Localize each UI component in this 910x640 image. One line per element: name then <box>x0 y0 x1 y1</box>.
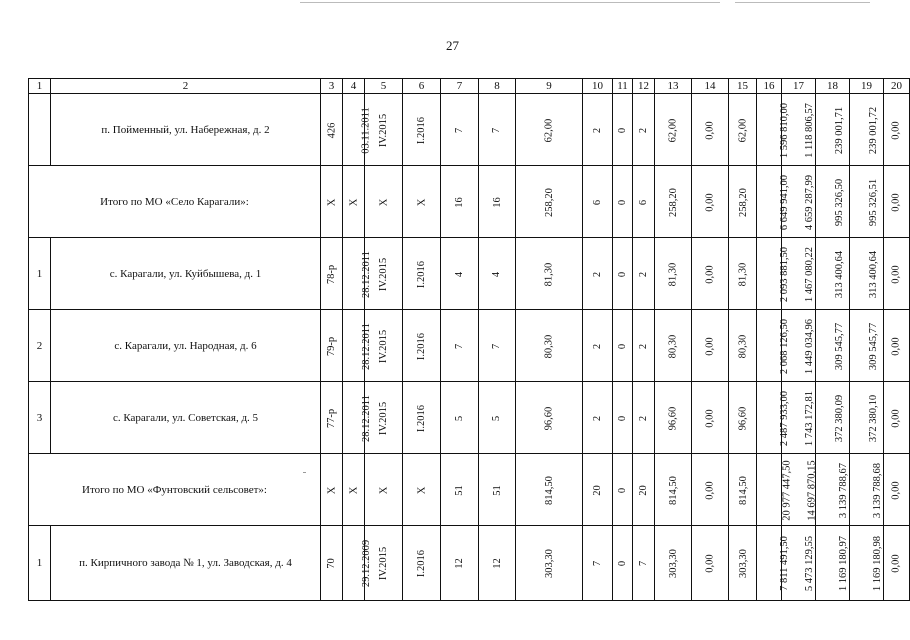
cell-value: 0,00 <box>704 264 716 284</box>
column-header: 16 <box>757 79 782 94</box>
cell-value: 16 <box>454 196 465 208</box>
cell-value: 309 545,77 <box>834 322 846 370</box>
address-cell: п. Кирпичного завода № 1, ул. Заводская, д. 4 <box>51 526 321 601</box>
address-cell: п. Пойменный, ул. Набережная, д. 2 <box>51 94 321 166</box>
cell-value: 0 <box>617 343 628 349</box>
data-cell <box>403 94 441 166</box>
cell-value: 28.12.2011 <box>360 250 372 298</box>
data-cell <box>479 94 516 166</box>
column-header: 1 <box>29 79 51 94</box>
cell-value: X <box>326 198 337 206</box>
cell-value: 239 001,71 <box>834 106 846 154</box>
cell-value: 78-р <box>326 264 337 284</box>
data-cell <box>343 382 372 454</box>
data-cell <box>692 382 729 454</box>
scan-mark <box>303 472 306 473</box>
data-cell <box>583 166 613 238</box>
cell-value: 4 659 287,99 <box>804 174 816 230</box>
data-cell <box>692 310 729 382</box>
cell-value: 0,00 <box>704 120 716 140</box>
cell-value: 995 326,50 <box>834 178 846 226</box>
cell-value: 2 <box>638 415 649 421</box>
cell-value: I.2016 <box>416 404 427 432</box>
data-cell <box>403 238 441 310</box>
data-cell <box>850 382 884 454</box>
cell-value: X <box>416 486 427 494</box>
data-cell <box>583 238 613 310</box>
data-cell <box>343 94 372 166</box>
data-cell <box>321 166 343 238</box>
data-cell <box>403 166 441 238</box>
data-cell <box>757 310 791 382</box>
cell-value: X <box>326 486 337 494</box>
cell-value: 3 139 788,68 <box>872 462 884 518</box>
data-cell <box>884 382 910 454</box>
row-number: 3 <box>29 382 51 454</box>
column-header: 6 <box>403 79 441 94</box>
cell-value: 0,00 <box>891 264 902 284</box>
data-cell <box>692 454 729 526</box>
data-cell <box>516 526 583 601</box>
cell-value: 0 <box>617 487 628 493</box>
data-cell <box>884 94 910 166</box>
data-cell <box>655 526 692 601</box>
data-cell <box>441 310 479 382</box>
data-cell <box>321 454 343 526</box>
cell-value: 0,00 <box>704 408 716 428</box>
data-cell <box>321 526 343 601</box>
data-cell <box>321 94 343 166</box>
data-cell <box>321 310 343 382</box>
cell-value: X <box>416 198 427 206</box>
data-cell <box>655 454 692 526</box>
cell-value: 0 <box>617 127 628 133</box>
cell-value: 814,50 <box>543 475 555 505</box>
data-cell <box>816 238 850 310</box>
data-cell <box>692 238 729 310</box>
table-row <box>29 526 910 601</box>
data-cell <box>633 454 655 526</box>
cell-value: 3 139 788,67 <box>838 462 850 518</box>
data-cell <box>613 454 633 526</box>
data-cell <box>850 310 884 382</box>
cell-value: 0,00 <box>891 336 902 356</box>
cell-value: 0,00 <box>704 554 716 573</box>
data-table <box>28 78 910 601</box>
column-header: 12 <box>633 79 655 94</box>
cell-value: 12 <box>491 558 503 569</box>
data-cell <box>343 526 373 601</box>
total-label: Итого по МО «Село Карагали»: <box>29 166 321 238</box>
cell-value: 1 743 172,81 <box>804 390 816 446</box>
cell-value: 2 093 881,50 <box>779 246 791 302</box>
data-cell <box>613 310 633 382</box>
column-header: 10 <box>583 79 613 94</box>
cell-value: I.2016 <box>416 549 427 578</box>
scan-line-top <box>300 2 720 3</box>
cell-value: 16 <box>491 196 503 208</box>
cell-value: 309 545,77 <box>868 322 880 370</box>
data-cell <box>633 94 655 166</box>
data-cell <box>884 238 910 310</box>
data-cell <box>516 382 583 454</box>
data-cell <box>655 310 692 382</box>
data-cell <box>441 526 479 601</box>
data-cell <box>692 94 729 166</box>
cell-value: I.2016 <box>416 332 427 360</box>
data-cell <box>633 526 655 601</box>
column-header: 14 <box>692 79 729 94</box>
cell-value: 258,20 <box>543 187 555 217</box>
data-cell <box>633 310 655 382</box>
cell-value: IV.2015 <box>377 546 389 581</box>
cell-value: 81,30 <box>543 262 555 286</box>
cell-value: 03.11.2011 <box>360 106 372 154</box>
data-cell <box>441 454 479 526</box>
data-cell <box>633 166 655 238</box>
cell-value: 14 697 870,15 <box>806 459 818 521</box>
column-header: 4 <box>343 79 365 94</box>
cell-value: 258,20 <box>737 187 749 217</box>
cell-value: 814,50 <box>667 475 679 505</box>
data-cell <box>403 526 441 601</box>
cell-value: 20 <box>638 484 649 496</box>
cell-value: 0,00 <box>891 192 902 212</box>
data-cell <box>655 166 692 238</box>
data-cell <box>884 166 910 238</box>
cell-value: 2 <box>592 271 603 277</box>
data-cell <box>441 382 479 454</box>
cell-value: 0,00 <box>891 480 902 500</box>
data-cell <box>441 94 479 166</box>
cell-value: 372 380,09 <box>834 394 846 442</box>
cell-value: 51 <box>491 484 503 496</box>
cell-value: 62,00 <box>543 118 555 142</box>
data-cell <box>365 166 403 238</box>
cell-value: 81,30 <box>667 262 679 286</box>
data-cell <box>365 454 403 526</box>
total-row <box>29 166 910 238</box>
cell-value: 2 <box>592 415 603 421</box>
cell-value: 4 <box>491 271 503 277</box>
cell-value: 0 <box>617 271 628 277</box>
data-cell <box>441 238 479 310</box>
cell-value: 6 649 941,00 <box>779 174 791 230</box>
cell-value: 1 596 810,00 <box>779 102 791 158</box>
data-cell <box>583 382 613 454</box>
row-number <box>29 94 51 166</box>
cell-value: 62,00 <box>667 118 679 142</box>
column-header: 17 <box>782 79 816 94</box>
cell-value: 6 <box>638 199 649 205</box>
data-cell <box>692 526 729 601</box>
column-header: 13 <box>655 79 692 94</box>
data-cell <box>479 238 516 310</box>
cell-value: X <box>348 486 359 494</box>
cell-value: 80,30 <box>543 334 555 358</box>
cell-value: 0,00 <box>891 408 902 428</box>
header-row <box>29 79 910 94</box>
cell-value: 96,60 <box>737 406 748 430</box>
data-cell <box>343 238 372 310</box>
data-cell <box>816 382 850 454</box>
cell-value: 5 <box>491 415 503 421</box>
data-cell <box>850 238 884 310</box>
cell-value: 426 <box>326 122 337 138</box>
data-cell <box>816 166 850 238</box>
cell-value: 814,50 <box>737 475 749 505</box>
cell-value: 372 380,10 <box>868 394 880 442</box>
cell-value: X <box>378 486 389 494</box>
cell-value: 258,20 <box>667 187 679 217</box>
data-cell <box>757 454 793 526</box>
cell-value: 0 <box>617 415 628 421</box>
table-row <box>29 94 910 166</box>
data-cell <box>583 310 613 382</box>
cell-value: 7 <box>638 560 649 567</box>
data-cell <box>633 382 655 454</box>
cell-value: 2 068 126,50 <box>779 318 791 374</box>
total-label: Итого по МО «Фунтовский сельсовет»: <box>29 454 321 526</box>
cell-value: 1 467 080,22 <box>804 246 816 302</box>
data-cell <box>516 238 583 310</box>
data-cell <box>884 526 910 601</box>
column-header: 18 <box>816 79 850 94</box>
data-cell <box>479 454 516 526</box>
data-cell <box>613 382 633 454</box>
total-row <box>29 454 910 526</box>
data-cell <box>816 94 850 166</box>
cell-value: IV.2015 <box>377 329 389 363</box>
cell-value: 995 326,51 <box>868 178 880 226</box>
column-header: 20 <box>884 79 910 94</box>
cell-value: 303,30 <box>667 549 679 578</box>
cell-value: 7 <box>592 560 603 567</box>
data-cell <box>729 454 757 526</box>
address-cell: с. Карагали, ул. Народная, д. 6 <box>51 310 321 382</box>
table-row <box>29 238 910 310</box>
data-cell <box>884 454 910 526</box>
data-cell <box>729 382 757 454</box>
cell-value: 303,30 <box>543 549 555 578</box>
column-header: 8 <box>479 79 516 94</box>
cell-value: 2 <box>638 127 649 133</box>
cell-value: IV.2015 <box>377 113 389 147</box>
cell-value: 5 <box>454 415 465 421</box>
cell-value: 7 <box>491 343 503 349</box>
data-cell <box>583 454 613 526</box>
data-cell <box>516 166 583 238</box>
cell-value: 0,00 <box>891 120 902 140</box>
data-cell <box>729 238 757 310</box>
row-number: 1 <box>29 238 51 310</box>
cell-value: 80,30 <box>667 334 679 358</box>
data-cell <box>850 94 884 166</box>
data-cell <box>757 238 791 310</box>
cell-value: 96,60 <box>667 406 679 430</box>
cell-value: 96,60 <box>543 406 555 430</box>
row-number: 2 <box>29 310 51 382</box>
data-cell <box>757 382 791 454</box>
cell-value: 1 118 806,57 <box>803 102 815 158</box>
cell-value: 20 977 447,50 <box>781 459 793 521</box>
cell-value: 1 449 034,96 <box>804 318 816 374</box>
data-cell <box>403 382 441 454</box>
column-header: 7 <box>441 79 479 94</box>
data-cell <box>816 526 850 601</box>
cell-value: 2 <box>638 271 649 277</box>
cell-value: 28.12.2011 <box>360 322 372 370</box>
data-cell <box>729 310 757 382</box>
cell-value: 7 <box>491 127 503 133</box>
cell-value: 2 487 933,00 <box>779 390 791 446</box>
cell-value: 313 400,64 <box>868 250 880 298</box>
cell-value: 7 811 491,50 <box>778 536 790 591</box>
data-cell <box>655 382 692 454</box>
data-cell <box>583 94 613 166</box>
cell-value: 4 <box>454 271 465 277</box>
cell-value: 5 473 129,55 <box>804 535 816 592</box>
cell-value: 0,00 <box>704 336 716 356</box>
cell-value: 80,30 <box>737 334 748 358</box>
data-cell <box>729 166 757 238</box>
cell-value: 29.12.2009 <box>361 539 373 588</box>
column-header: 3 <box>321 79 343 94</box>
cell-value: 303,30 <box>737 549 749 578</box>
data-cell <box>850 454 884 526</box>
data-cell <box>757 94 791 166</box>
scan-line-top-right <box>735 2 870 3</box>
cell-value: 239 001,72 <box>868 106 880 154</box>
cell-value: 81,30 <box>737 262 748 286</box>
cell-value: I.2016 <box>416 116 427 144</box>
data-cell <box>816 310 850 382</box>
data-cell <box>321 238 343 310</box>
data-cell <box>479 382 516 454</box>
data-cell <box>403 310 441 382</box>
cell-value: 2 <box>638 343 649 349</box>
cell-value: 0 <box>617 560 628 567</box>
cell-value: 20 <box>592 484 603 496</box>
data-cell <box>583 526 613 601</box>
cell-value: IV.2015 <box>377 257 389 291</box>
table-row <box>29 310 910 382</box>
data-cell <box>343 454 365 526</box>
cell-value: I.2016 <box>416 260 427 288</box>
column-header: 2 <box>51 79 321 94</box>
address-cell: с. Карагали, ул. Куйбышева, д. 1 <box>51 238 321 310</box>
cell-value: 0,00 <box>891 554 902 573</box>
data-cell <box>757 526 790 601</box>
cell-value: 2 <box>592 343 603 349</box>
cell-value: 7 <box>454 343 465 349</box>
cell-value: 7 <box>454 127 465 133</box>
column-header: 11 <box>613 79 633 94</box>
cell-value: 2 <box>592 127 603 133</box>
data-cell <box>729 94 757 166</box>
data-cell <box>816 454 850 526</box>
cell-value: 313 400,64 <box>834 250 846 298</box>
data-cell <box>516 310 583 382</box>
cell-value: 79-р <box>326 336 337 356</box>
cell-value: X <box>378 198 389 206</box>
data-cell <box>516 454 583 526</box>
data-cell <box>729 526 757 601</box>
address-cell: с. Карагали, ул. Советская, д. 5 <box>51 382 321 454</box>
data-cell <box>692 166 729 238</box>
column-header: 19 <box>850 79 884 94</box>
cell-value: 0,00 <box>704 480 716 500</box>
data-cell <box>655 238 692 310</box>
data-cell <box>613 166 633 238</box>
cell-value: IV.2015 <box>377 401 389 435</box>
data-cell <box>516 94 583 166</box>
data-cell <box>633 238 655 310</box>
data-cell <box>850 166 884 238</box>
page-number: 27 <box>446 38 459 53</box>
cell-value: 28.12.2011 <box>360 394 372 442</box>
data-cell <box>757 166 791 238</box>
column-header: 15 <box>729 79 757 94</box>
cell-value: X <box>348 198 359 206</box>
data-cell <box>479 310 516 382</box>
cell-value: 1 169 180,97 <box>838 535 850 592</box>
cell-value: 70 <box>326 558 337 569</box>
column-header: 9 <box>516 79 583 94</box>
row-number: 1 <box>29 526 51 601</box>
data-cell <box>479 166 516 238</box>
data-cell <box>343 310 372 382</box>
table-row <box>29 382 910 454</box>
data-cell <box>655 94 692 166</box>
cell-value: 6 <box>592 199 603 205</box>
cell-value: 51 <box>454 484 465 496</box>
data-cell <box>613 94 633 166</box>
cell-value: 0,00 <box>704 192 716 212</box>
cell-value: 77-р <box>326 408 337 428</box>
data-cell <box>884 310 910 382</box>
data-cell <box>613 238 633 310</box>
cell-value: 12 <box>454 558 465 569</box>
cell-value: 1 169 180,98 <box>872 535 884 592</box>
data-cell <box>441 166 479 238</box>
cell-value: 62,00 <box>737 118 748 142</box>
cell-value: 0 <box>617 199 628 205</box>
data-cell <box>343 166 365 238</box>
data-cell <box>321 382 343 454</box>
column-header: 5 <box>365 79 403 94</box>
data-cell <box>850 526 884 601</box>
data-cell <box>613 526 633 601</box>
data-cell <box>479 526 516 601</box>
data-cell <box>403 454 441 526</box>
